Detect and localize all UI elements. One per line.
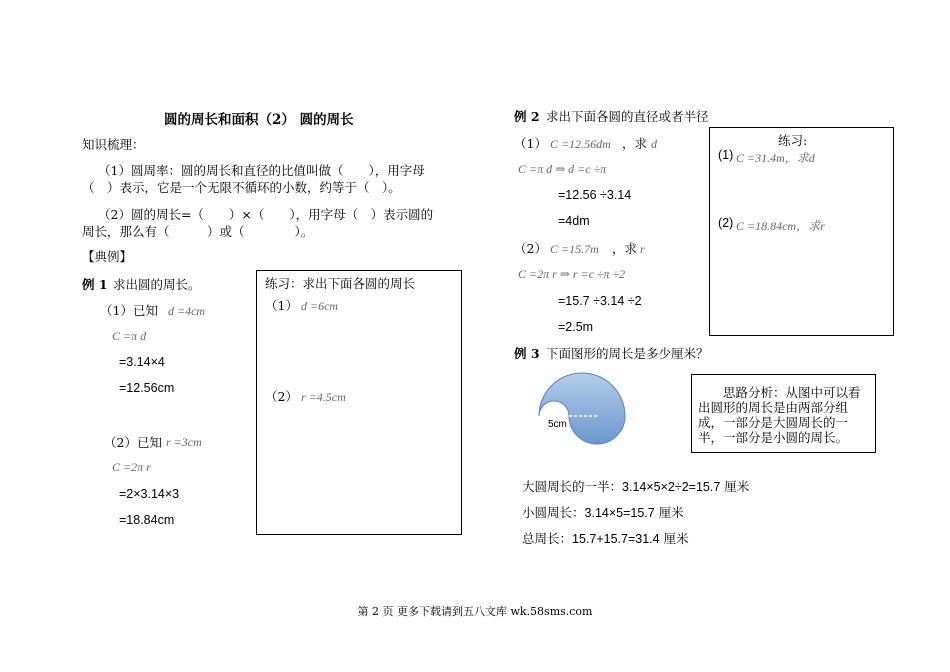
ex1-part2-step2: =18.84cm	[119, 513, 175, 527]
examples-header: 【典例】	[82, 249, 133, 264]
calc2-unit: 厘米	[658, 505, 684, 520]
calc3-label: 总周长：	[522, 531, 573, 546]
figure-shape	[539, 373, 625, 444]
calc-line1	[522, 479, 749, 495]
practice-box-left	[256, 270, 462, 535]
practice-right-q1-label: (1)	[718, 148, 734, 162]
practice-right-title: 练习:	[778, 133, 808, 148]
practice-left-q1: d =6cm	[301, 299, 339, 313]
ex1-part2-given: r =3cm	[166, 435, 202, 449]
example3-label: 例 3	[514, 346, 540, 361]
practice-left-q2-label: （2）	[265, 389, 298, 404]
ex2-part1-step1: =12.56 ÷3.14	[558, 188, 632, 202]
example2-label: 例 2	[514, 109, 540, 124]
circumference-definition-line1: （2）圆的周长=（ ）×（ ），用字母（ ）表示圆的	[98, 207, 434, 222]
calc3-expr: 15.7+15.7=31.4	[572, 532, 660, 546]
review-label: 知识梳理：	[82, 137, 145, 152]
ex1-part2-step1: =2×3.14×3	[119, 487, 180, 501]
practice-box-right	[709, 127, 894, 336]
calc1-expr: 3.14×5×2÷2=15.7	[622, 480, 721, 494]
ex2-part2-step1: =15.7 ÷3.14 ÷2	[558, 294, 642, 308]
pi-definition-line2: （ ）表示，它是一个无限不循环的小数，约等于（ ）。	[82, 180, 401, 195]
calc3-unit: 厘米	[663, 531, 689, 546]
page-title: 圆的周长和面积（2） 圆的周长	[164, 112, 354, 128]
practice-right-q2: C =18.84cm，求r	[736, 219, 825, 233]
calc2-expr: 3.14×5=15.7	[584, 506, 655, 520]
ex2-part2-label: （2）	[514, 241, 547, 256]
ex2-part1-formula: C =π d ⇒ d =c ÷π	[518, 162, 607, 176]
example1-text: 求出圆的周长。	[113, 277, 201, 292]
practice-right-q2-label: (2)	[718, 216, 734, 230]
ex1-part1-given: d =4cm	[168, 304, 206, 318]
calc2-label: 小圆周长：	[522, 505, 585, 520]
ex2-part2-var: r	[640, 242, 645, 256]
ex1-part1-label: （1）已知	[100, 303, 158, 318]
analysis-text: 思路分析：从图中可以看出圆形的周长是由两部分组成，一部分是大圆周长的一半，一部分是小圆的周长。	[698, 385, 861, 445]
pi-definition-line1: （1）圆周率：圆的周长和直径的比值叫做（ ），用字母	[98, 163, 425, 178]
practice-left-q2: r =4.5cm	[301, 390, 346, 404]
calc-line2	[522, 505, 684, 521]
practice-left-title: 练习：求出下面各圆的周长	[265, 276, 416, 291]
practice-left-q1-label: （1）	[265, 298, 298, 313]
analysis-box	[691, 374, 876, 453]
ex2-part1-step2: =4dm	[558, 214, 590, 228]
ex1-part2-formula: C =2π r	[112, 460, 151, 474]
ex2-part1-ask: ，求	[622, 136, 648, 151]
calc1-unit: 厘米	[724, 479, 750, 494]
example3-text: 下面图形的周长是多少厘米？	[546, 346, 709, 361]
example1-label: 例 1	[82, 277, 108, 292]
circumference-definition-line2: 周长，那么有（ ）或（ ）。	[82, 224, 314, 239]
ex2-part1-label: （1）	[514, 136, 547, 151]
ex2-part1-given: C =12.56dm	[550, 137, 611, 151]
calc-line3	[522, 531, 689, 547]
ex1-part1-step1: =3.14×4	[119, 355, 165, 369]
ex2-part2-ask: ，求	[612, 241, 638, 256]
ex2-part2-step2: =2.5m	[558, 320, 594, 334]
ex1-part2-label: （2）已知	[104, 435, 162, 450]
calc1-label: 大圆周长的一半：	[522, 479, 623, 494]
example2-text: 求出下面各圆的直径或者半径	[546, 109, 709, 124]
ex2-part1-var: d	[651, 137, 657, 151]
ex2-part2-given: C =15.7m	[550, 242, 599, 256]
page-footer: 第 2 页 更多下载请到五八文库 wk.58sms.com	[357, 605, 593, 618]
figure-radius-label: 5cm	[548, 419, 567, 430]
ex1-part1-formula: C =π d	[112, 329, 147, 343]
practice-right-q1: C =31.4m，求d	[736, 151, 815, 165]
semicircle-figure	[535, 366, 635, 446]
ex2-part2-formula: C =2π r ⇒ r =c ÷π ÷2	[518, 267, 626, 281]
ex1-part1-step2: =12.56cm	[119, 381, 175, 395]
